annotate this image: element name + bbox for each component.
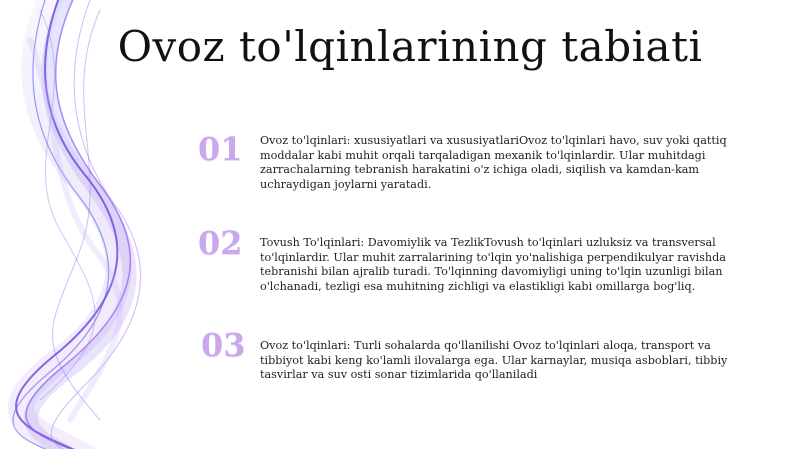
- item-number: 03: [201, 326, 246, 364]
- item-text: Ovoz to'lqinlari: xususiyatlari va xususiyatlariOvoz to'lqinlari havo, suv yoki qattiq moddalar kabi muhit orqali tarqaladigan mexanik to'lqinlardir. Ular muhitdagi zarrachalarning tebranish harakatini o'z ichiga oladi, siqilish va kamdan-kam uchraydigan joylarni yaratadi.: [260, 134, 727, 191]
- item-text: Ovoz to'lqinlari: Turli sohalarda qo'llanilishi Ovoz to'lqinlari aloqa, transport va tibbiyot kabi keng ko'lamli ilovalarga ega. Ular karnaylar, musiqa asboblari, tibbiy tasvirlar va suv osti sonar tizimlarida qo'llaniladi: [260, 339, 728, 381]
- item-number: 01: [198, 130, 243, 168]
- page-title: Ovoz to'lqinlarining tabiati: [117, 22, 703, 71]
- item-text: Tovush To'lqinlari: Davomiylik va TezlikTovush to'lqinlari uzluksiz va transversal to'lqinlardir. Ular muhit zarralarining to'lqin yo'nalishiga perpendikulyar ravishda tebranishi bilan ajralib turadi. To'lqinning davomiyligi uning to'lqin uzunligi bilan o'lchanadi, tezligi esa muhitning zichligi va elastikligi kabi omillarga bog'liq.: [260, 236, 726, 293]
- item-number: 02: [198, 224, 243, 262]
